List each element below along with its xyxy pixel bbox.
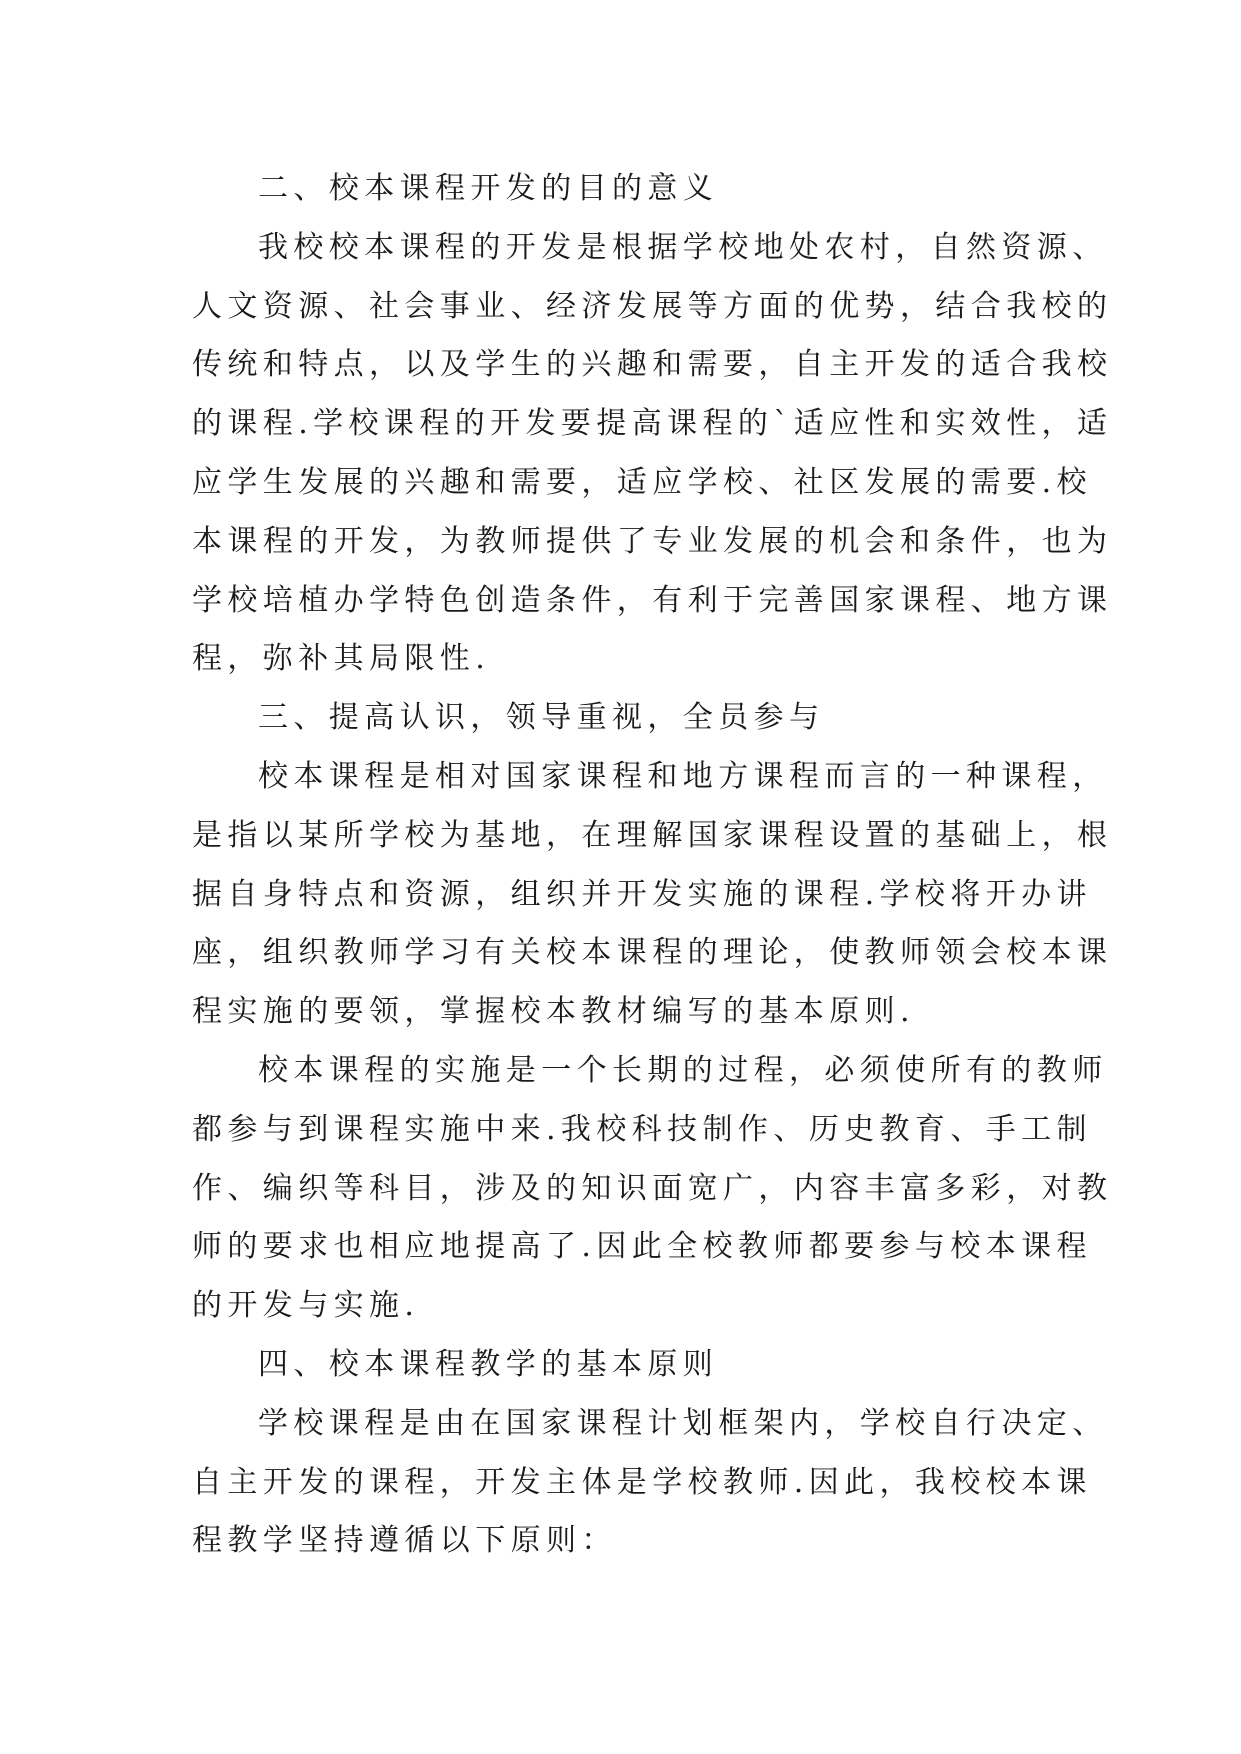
paragraph-line: 程实施的要领，掌握校本教材编写的基本原则.	[192, 994, 915, 1030]
paragraph-line: 的课程.学校课程的开发要提高课程的`适应性和实效性，适	[192, 406, 1113, 442]
paragraph-line: 的开发与实施.	[192, 1288, 420, 1324]
paragraph-line: 应学生发展的兴趣和需要，适应学校、社区发展的需要.校	[192, 464, 1092, 500]
section-heading-2: 二、校本课程开发的目的意义	[258, 171, 719, 206]
paragraph-line: 座，组织教师学习有关校本课程的理论，使教师领会校本课	[192, 935, 1113, 971]
section-heading-3: 三、提高认识，领导重视，全员参与	[258, 700, 825, 736]
paragraph-line: 师的要求也相应地提高了.因此全校教师都要参与校本课程	[192, 1229, 1092, 1265]
paragraph-line: 学校培植办学特色创造条件，有利于完善国家课程、地方课	[192, 582, 1113, 618]
paragraph-line: 人文资源、社会事业、经济发展等方面的优势，结合我校的	[192, 288, 1113, 324]
paragraph-line: 自主开发的课程，开发主体是学校教师.因此，我校校本课	[192, 1464, 1092, 1500]
paragraph-line: 都参与到课程实施中来.我校科技制作、历史教育、手工制	[192, 1111, 1092, 1147]
paragraph-line: 学校课程是由在国家课程计划框架内，学校自行决定、	[258, 1405, 1108, 1441]
paragraph-line: 程，弥补其局限性.	[192, 641, 491, 677]
paragraph-line: 据自身特点和资源，组织并开发实施的课程.学校将开办讲	[192, 876, 1092, 912]
paragraph-line: 本课程的开发，为教师提供了专业发展的机会和条件，也为	[192, 523, 1113, 559]
paragraph-line: 校本课程是相对国家课程和地方课程而言的一种课程，	[258, 758, 1108, 794]
paragraph-line: 我校校本课程的开发是根据学校地处农村，自然资源、	[258, 229, 1108, 265]
section-heading-4: 四、校本课程教学的基本原则	[258, 1346, 719, 1382]
paragraph-line: 校本课程的实施是一个长期的过程，必须使所有的教师	[258, 1052, 1108, 1088]
document-body	[192, 160, 1113, 1571]
paragraph-line: 是指以某所学校为基地，在理解国家课程设置的基础上，根	[192, 817, 1113, 853]
paragraph-line: 程教学坚持遵循以下原则：	[192, 1523, 617, 1559]
paragraph-line: 作、编织等科目，涉及的知识面宽广，内容丰富多彩，对教	[192, 1170, 1113, 1206]
paragraph-line: 传统和特点，以及学生的兴趣和需要，自主开发的适合我校	[192, 347, 1113, 383]
